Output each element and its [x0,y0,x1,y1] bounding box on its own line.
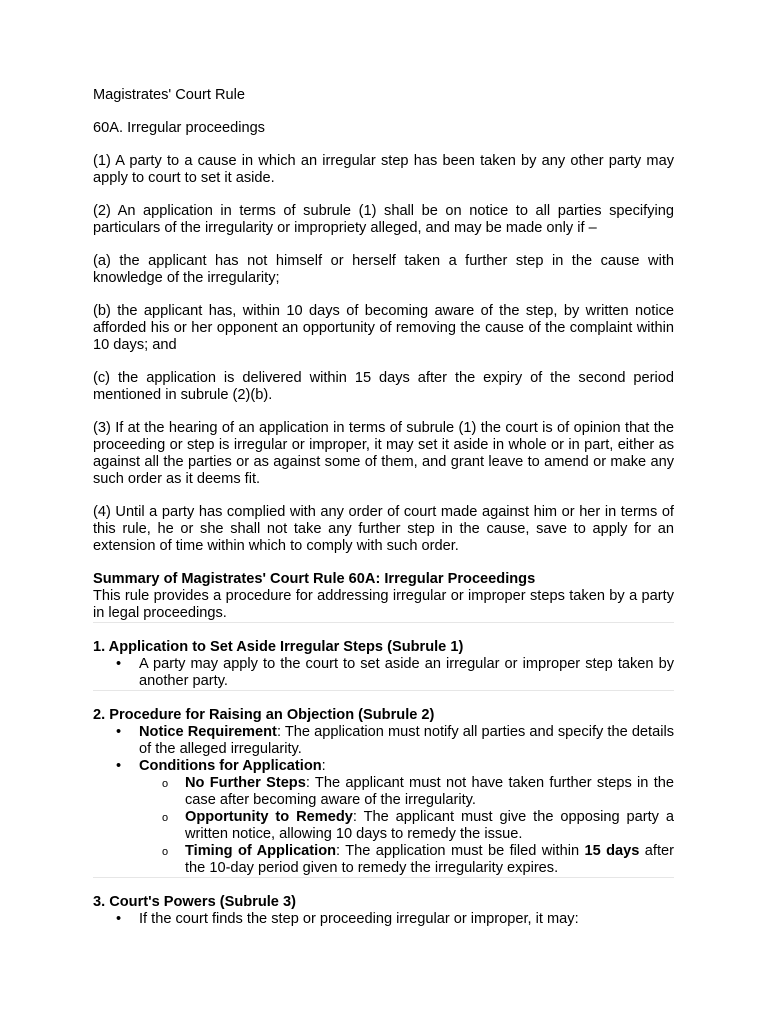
item-label: Timing of Application [185,843,337,859]
list-item [116,656,674,690]
summary-intro: This rule provides a procedure for addressing irregular or improper steps taken by a party in legal proceedings. [93,588,674,621]
item-text: : The applicant must give the opposing party a written notice, allowing 10 days to remedy the issue. [185,809,674,842]
divider [93,690,674,691]
bullet-icon: • [116,656,122,672]
list-item [162,843,674,877]
list-item-text: If the court finds the step or proceeding irregular or improper, it may: [139,911,579,927]
subrule-3: (3) If at the hearing of an application in terms of subrule (1) the court is of opinion that the proceeding or step is irregular or improper, it may set it aside in whole or in part, either as against all the parties or as against some of them, and grant leave to amend or make any such order as it deems fit. [93,420,674,487]
rule-section-heading: 60A. Irregular proceedings [93,120,265,136]
list-item-text: A party may apply to the court to set aside an irregular or improper step taken by another party. [139,656,674,689]
list-item [162,775,674,809]
item-label: Conditions for Application [139,758,322,774]
divider [93,622,674,623]
item-label: No Further Steps [185,775,306,791]
summary-section-1-heading: 1. Application to Set Aside Irregular Steps (Subrule 1) [93,639,464,655]
subrule-2a: (a) the applicant has not himself or herself taken a further step in the cause with knowledge of the irregularity; [93,253,674,286]
bullet-icon: • [116,911,122,927]
circle-bullet-icon: o [162,778,169,790]
list-item [116,724,675,758]
list-item [162,809,674,843]
subrule-4: (4) Until a party has complied with any order of court made against him or her in terms of this rule, he or she shall not take any further step in the cause, save to apply for an extension of time within which to comply with such order. [93,504,674,554]
conditions-sublist [139,775,674,877]
list-item [116,911,674,928]
bullet-icon: • [116,724,122,740]
subrule-2b: (b) the applicant has, within 10 days of becoming aware of the step, by written notice afforded his or her opponent an opportunity of removing the cause of the complaint within 10 days; and [93,303,674,353]
document-title: Magistrates' Court Rule [93,87,246,103]
section-1-list [93,656,674,690]
item-label: Opportunity to Remedy [185,809,353,825]
item-text: : The application must notify all parties and specify the details of the alleged irregularity. [139,724,675,757]
subrule-2: (2) An application in terms of subrule (1) shall be on notice to all parties specifying particulars of the irregularity or impropriety alleged, and may be made only if – [93,203,674,236]
list-item [116,758,674,877]
subrule-2c: (c) the application is delivered within 15 days after the expiry of the second period mentioned in subrule (2)(b). [93,370,674,403]
section-3-list [93,911,674,928]
bullet-icon: • [116,758,122,774]
summary-section-2-heading: 2. Procedure for Raising an Objection (Subrule 2) [93,707,435,723]
document-page [93,87,674,928]
item-emphasis: 15 days [584,843,640,859]
section-2-list [93,724,674,877]
circle-bullet-icon: o [162,812,169,824]
circle-bullet-icon: o [162,846,169,858]
subrule-1: (1) A party to a cause in which an irregular step has been taken by any other party may apply to court to set it aside. [93,153,674,186]
item-label: Notice Requirement [139,724,277,740]
item-text: : [321,758,326,774]
item-text: : The applicant must not have taken further steps in the case after becoming aware of the irregularity. [185,775,674,808]
summary-section-3-heading: 3. Court's Powers (Subrule 3) [93,894,296,910]
summary-heading: Summary of Magistrates' Court Rule 60A: Irregular Proceedings [93,571,536,587]
divider [93,877,674,878]
item-text: : The application must be filed within [336,843,585,859]
item-text: after the 10-day period given to remedy the irregularity expires. [185,843,674,876]
